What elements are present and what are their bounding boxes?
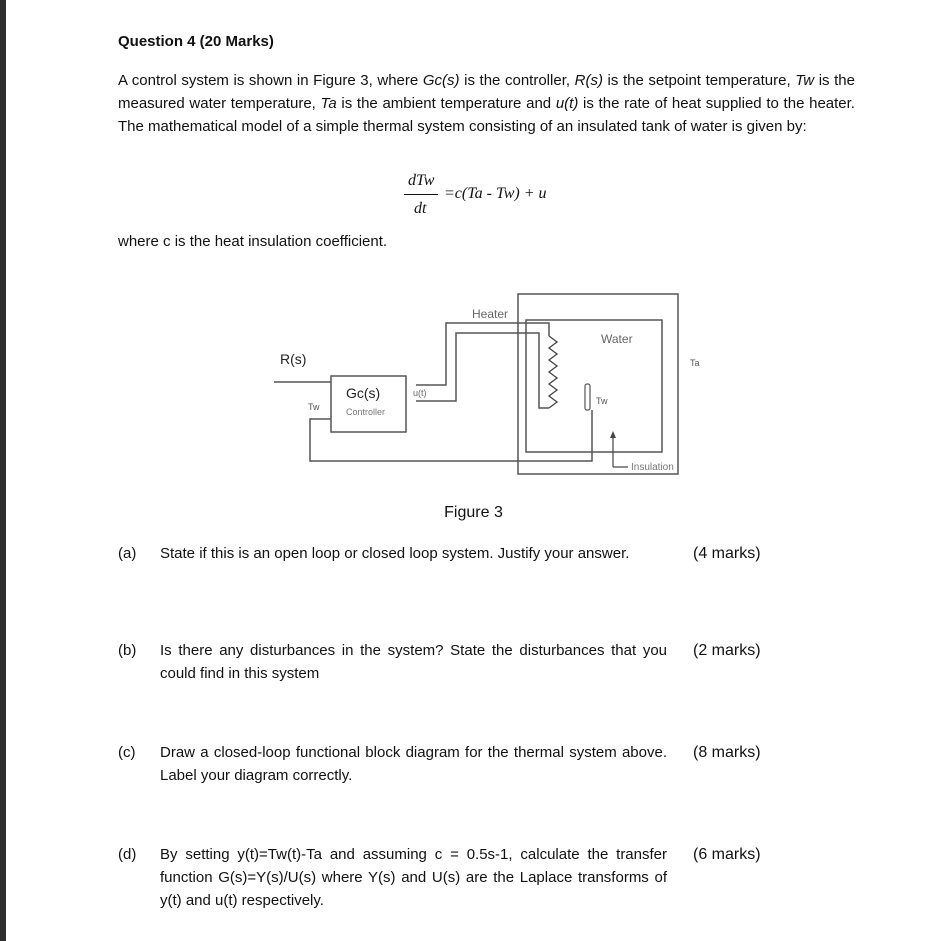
insulation-label: Insulation (631, 462, 674, 473)
intro-text: A control system is shown in Figure 3, where (118, 72, 423, 89)
gc-label: Gc(s) (346, 385, 381, 401)
intro-ut: u(t) (555, 95, 579, 112)
intro-ta: Ta (320, 95, 337, 112)
question-label: (a) (118, 545, 137, 562)
heater-label: Heater (472, 307, 509, 321)
intro-paragraph (118, 69, 855, 138)
question-text: Draw a closed-loop functional block diagram for the thermal system above. Label your diagram correctly. (160, 744, 667, 784)
intro-tw: Tw (795, 72, 815, 89)
thermal-system-figure (266, 288, 726, 488)
document-page (6, 0, 941, 941)
thermometer (585, 384, 590, 410)
insulation-box (518, 294, 678, 474)
question-marks: (8 marks) (693, 744, 761, 761)
ta-label: Ta (690, 358, 700, 368)
rs-label: R(s) (280, 351, 307, 367)
equation-rhs: =c(Ta - Tw) + u (444, 185, 547, 202)
question-text: State if this is an open loop or closed loop system. Justify your answer. (160, 545, 630, 562)
intro-gc: Gc(s) (422, 72, 460, 89)
ut-label: u(t) (413, 388, 427, 398)
intro-text: is the setpoint temperature, (602, 72, 796, 89)
question-text: Is there any disturbances in the system? State the disturbances that you could find in this system (160, 642, 667, 682)
intro-text: is the measured water temperature, (118, 72, 855, 112)
tw-right-label: Tw (596, 396, 608, 406)
heater-return-wire (416, 333, 549, 408)
intro-rs: R(s) (574, 72, 603, 89)
equation-denominator: dt (414, 200, 427, 217)
figure-caption: Figure 3 (444, 504, 503, 521)
question-label: (d) (118, 846, 137, 863)
intro-text: is the ambient temperature and (336, 95, 556, 112)
intro-text: is the controller, (459, 72, 575, 89)
question-label: (c) (118, 744, 136, 761)
water-label: Water (601, 332, 633, 346)
insulation-arrowhead (610, 431, 616, 438)
question-marks: (4 marks) (693, 545, 761, 562)
question-title: Question 4 (20 Marks) (118, 33, 274, 50)
water-tank (526, 320, 662, 452)
question-label: (b) (118, 642, 137, 659)
equation-numerator: dTw (408, 172, 435, 189)
question-marks: (6 marks) (693, 846, 761, 863)
where-text: where c is the heat insulation coefficient. (118, 233, 388, 250)
intro-text: is the rate of heat supplied to the heater. The mathematical model of a simple thermal system consisting of an insulated tank of water is given by: (118, 95, 855, 135)
question-text: By setting y(t)=Tw(t)-Ta and assuming c = 0.5s-1, calculate the transfer function G(s)=Y(s)/U(s) where Y(s) and U(s) are the Laplace transforms of y(t) and u(t) respectively. (160, 846, 667, 909)
question-marks: (2 marks) (693, 642, 761, 659)
tw-left-label: Tw (308, 402, 320, 412)
heater-coil (549, 336, 557, 408)
controller-label: Controller (346, 407, 386, 417)
fraction-bar (404, 194, 438, 195)
